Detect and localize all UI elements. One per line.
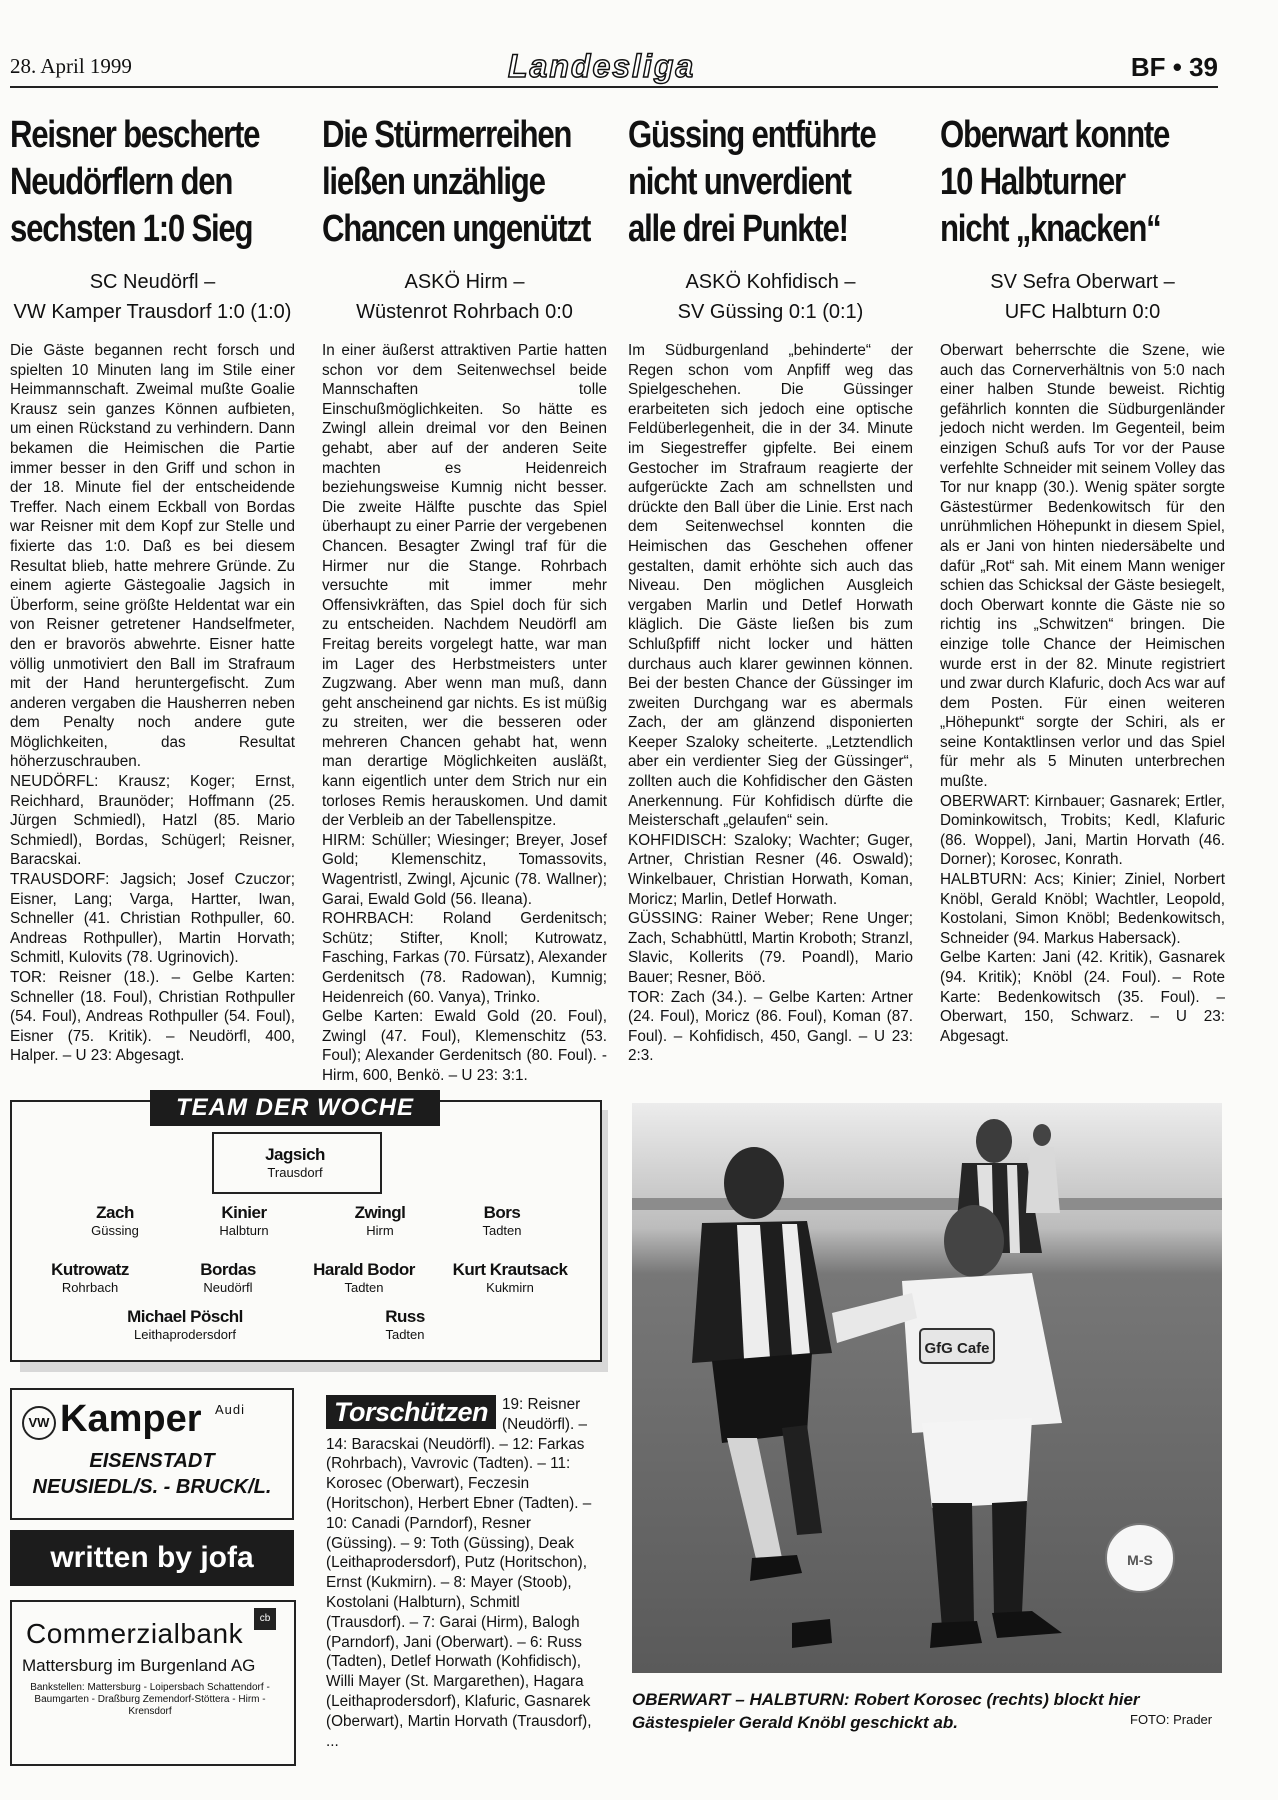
match-photo-image — [632, 1103, 1222, 1673]
article-headline: Die Stürmerreihen ließen unzählige Chancen ungenützt — [322, 114, 591, 250]
match-photo — [632, 1103, 1222, 1673]
article-body: Die Gäste begannen recht forsch und spielten 10 Minuten lang im Stile einer Heimmannschaft. Zweimal mußte Goalie Krausz sein ganzes Können aufbieten, um einen Rückstand zu verhindern. Dann bekamen die Heimischen die Partie immer besser in den Griff und schon in der 18. Minute fiel der entscheidende Treffer. Nach einem Eckball von Bordas war Reisner mit dem Kopf zur Stelle und fixierte das 1:0. Daß es bei diesem Resultat blieb, hatte mehrere Gründe. Zu einem agierte Gästegoalie Jagsich in Überform, seine größte Heldentat war ein von Reisner getretener Handselfmeter, den er bravorös abwehrte. Eisner hatte völlig unmotiviert den Ball im Strafraum mit der Hand heruntergefischt. Zum anderen vergaben die Hausherren neben dem Penalty noch andere gute Möglichkeiten, das Resultat höherzuschrauben. NEUDÖRFL: Krausz; Koger; Ernst, Reichhard, Braunöder; Hoffmann (25. Jürgen Schmiedl), Hatzl (85. Mario Schmiedl), Bordas, Schügerl; Reisner, Baracskai. TRAUSDORF: Jagsich; Josef Czuczor; Eisner, Lang; Varga, Hartter, Iwan, Schneller (41. Christian Rothpuller, 60. Andreas Rothpuller), Martin Horvath; Schmitl, Kulovits (78. Ugrinovich). TOR: Reisner (18.). – Gelbe Karten: Schneller (18. Foul), Christian Rothpuller (54. Foul), Andreas Rothpuller (54. Foul), Eisner (75. Kritik). – Neudörfl, 400, Halper. – U 23: Abgesagt. — [10, 342, 295, 1065]
article-4 — [940, 112, 1225, 1046]
team-player: Kutrowatz Rohrbach — [51, 1260, 129, 1295]
match-result: ASKÖ Kohfidisch – SV Güssing 0:1 (0:1) — [677, 271, 864, 323]
team-player: Kurt Krautsack Kukmirn — [452, 1260, 568, 1295]
match-result: SC Neudörfl – VW Kamper Trausdorf 1:0 (1:0) — [13, 271, 292, 323]
bank-logo: cb — [254, 1608, 276, 1630]
team-player: Bordas Neudörfl — [200, 1260, 256, 1295]
article-2 — [322, 112, 607, 1086]
team-player: Bors Tadten — [482, 1203, 522, 1238]
article-headline: Reisner bescherte Neudörflern den sechsten 1:0 Sieg — [10, 114, 260, 250]
match-result: ASKÖ Hirm – Wüstenrot Rohrbach 0:0 — [356, 271, 573, 323]
article-body: In einer äußerst attraktiven Partie hatten schon vor dem Seitenwechsel beide Mannschaften tolle Einschußmöglichkeiten. So hätte es Zwingl allein dreimal vor den Beinen gehabt, aber auf der anderen Seite machten es Heidenreich beziehungsweise Kumnig nicht besser. Die zweite Hälfte puschte das Spiel überhaupt zu einer Parrie der vergebenen Chancen. Besagter Zwingl traf für die Hirmer nur die Stange. Rohrbach versuchte mit immer mehr Offensivkräften, das Spiel doch für sich zu entscheiden. Nachdem Neudörfl am Freitag bereits vorgelegt hatte, war man im Lager des Herbstmeisters unter Zugzwang. Aber wenn man muß, dann geht anscheinend gar nichts. Es ist müßig zu streiten, wer die besseren oder mehreren Chancen gehabt hat, wenn man derartige Möglichkeiten ausläßt, kann eigentlich unter dem Strich nur ein torloses Remis herauskomen. Und damit der Verbleib an der Tabellenspitze. HIRM: Schüller; Wiesinger; Breyer, Josef Gold; Klemenschitz, Tomassovits, Wagentristl, Zwingl, Ajcunic (78. Wallner); Garai, Ewald Gold (56. Ileana). ROHRBACH: Roland Gerdenitsch; Schütz; Stifter, Knoll; Kutrowatz, Fasching, Farkas (70. Fürsatz), Alexander Gerdenitsch (78. Radowan), Kumnig; Heidenreich (60. Vanya), Trinko. Gelbe Karten: Ewald Gold (20. Foul), Zwingl (47. Foul), Klemenschitz (53. Foul); Alexander Gerdenitsch (80. Foul). - Hirm, 600, Benkö. – U 23: 3:1. — [322, 342, 607, 1084]
vw-logo: VW — [22, 1406, 56, 1440]
issue-date: 28. April 1999 — [10, 54, 132, 78]
team-player: Jagsich Trausdorf — [265, 1145, 325, 1180]
bank-branches: Bankstellen: Mattersburg - Loipersbach Schattendorf - Baumgarten - Draßburg Zemendorf-Stöttera - Hirm - Krensdorf — [30, 1682, 270, 1717]
shirt-text: GfG Cafe — [924, 1340, 990, 1357]
article-body: Im Südburgenland „behinderte“ der Regen schon vom Anpfiff weg das Spielgeschehen. Die Güssinger erarbeiteten sich jedoch eine optische Feldüberlegenheit, die in der 34. Minute im Siegestreffer gipfelte. Bei einem Gestocher im Strafraum reagierte der aufgerückte Zach am schnellsten und drückte den Ball über die Linie. Erst nach dem Seitenwechsel konnten die Heimischen das Geschehen offener gestalten, damit erhöhte sich auch das Niveau. Den möglichen Ausgleich vergaben Marlin und Detlef Horwath kläglich. Die Gäste ließen bis zum Schlußpfiff nicht locker und hätten durchaus auch klarer gewinnen können. Bei der besten Chance der Güssinger im zweiten Durchgang war es abermals Zach, der am glänzend disponierten Keeper Szaloky scheiterte. „Letztendlich aber ein verdienter Sieg der Güssinger“, zollten auch die Kohfidischer den Gästen Anerkennung. Für Kohfidisch dürfte die Meisterschaft „gelaufen“ sein. KOHFIDISCH: Szaloky; Wachter; Guger, Artner, Christian Resner (46. Oswald); Winkelbauer, Christian Horwath, Koman, Moricz; Marlin, Detlef Horwath. GÜSSING: Rainer Weber; Rene Unger; Zach, Schabhüttl, Martin Kroboth; Stranzl, Slavic, Kollerits (79. Poandl), Mario Bauer; Resner, Böö. TOR: Zach (34.). – Gelbe Karten: Artner (24. Foul), Moricz (86. Foul), Koman (87. Foul). – Kohfidisch, 450, Gangl. – U 23: 2:3. — [628, 342, 913, 1065]
team-player: Michael Pöschl Leithaprodersdorf — [127, 1307, 243, 1342]
team-player: Kinier Halbturn — [219, 1203, 269, 1238]
kamper-name: Kamper — [60, 1398, 202, 1440]
section-title: Landesliga — [508, 48, 696, 84]
kamper-location-2: NEUSIEDL/S. - BRUCK/L. — [32, 1476, 272, 1498]
article-1 — [10, 112, 295, 1066]
scorers-list: 19: Reisner (Neudörfl). – 14: Baracskai (Neudörfl). – 12: Farkas (Rohrbach), Vavrovic (Tadten). – 11: Korosec (Oberwart), Feczesin (Horitschon), Herbert Ebner (Tadten). – 10: Canadi (Parndorf), Resner (Güssing). – 9: Toth (Güssing), Deak (Leithaprodersdorf), Putz (Horitschon), Ernst (Kukmirn). – 8: Mayer (Stoob), Kostolani (Halbturn), Schmitl (Trausdorf). – 7: Garai (Hirm), Balogh (Parndorf), Jani (Oberwart). – 6: Russ (Tadten), Detlef Horwath (Kohfidisch), Willi Mayer (St. Margarethen), Hagara (Leithaprodersdorf), Klafuric, Gasnarek (Oberwart), Martin Horvath (Trausdorf), ... — [326, 1396, 592, 1750]
photo-caption: OBERWART – HALBTURN: Robert Korosec (rechts) blockt hier Gästespieler Gerald Knöbl geschickt ab. — [632, 1690, 1140, 1732]
audi-logo: Audi — [215, 1402, 246, 1417]
article-headline: Oberwart konnte 10 Halbturner nicht „knacken“ — [940, 114, 1170, 250]
scorers-box — [326, 1395, 596, 1751]
team-player: Russ Tadten — [385, 1307, 425, 1342]
author-banner: written by jofa — [10, 1530, 294, 1586]
page-number: BF • 39 — [1130, 52, 1218, 82]
photo-credit: FOTO: Prader — [1130, 1712, 1213, 1727]
team-player: Harald Bodor Tadten — [313, 1260, 415, 1295]
kamper-location-1: EISENSTADT — [89, 1450, 215, 1472]
team-player: Zach Güssing — [91, 1203, 139, 1238]
article-3 — [628, 112, 913, 1066]
team-player: Zwingl Hirm — [354, 1203, 406, 1238]
header-rule — [10, 86, 1218, 88]
match-result: SV Sefra Oberwart – UFC Halbturn 0:0 — [990, 271, 1175, 323]
article-body: Oberwart beherrschte die Szene, wie auch das Cornerverhältnis von 5:0 nach einer halben Stunde beweist. Richtig gefährlich konnten die Südburgenländer jedoch nicht werden. Im Gegenteil, beim einzigen Schuß aufs Tor vor der Pause verfehlte Schneider mit seinem Volley das Tor nur knapp (30.). Wenig später sorgte Gästestürmer Bedenkowitsch für den unrühmlichen Höhepunkt in diesem Spiel, als er Jani von hinten niedersäbelte und dafür „Rot“ sah. Mit einem Mann weniger schien das Schicksal der Gäste besiegelt, doch Oberwart konnte die Gäste nie so richtig ins „Schwitzen“ bringen. Die einzige tolle Chance der Heimischen wurde erst in der 82. Minute registriert und zwar durch Klafuric, doch Acs war auf dem Posten. Für einen weiteren „Höhepunkt“ sorgte der Schiri, als er seine Kontaktlinsen verlor und das Spiel für mehr als 5 Minuten unterbrechen mußte. OBERWART: Kirnbauer; Gasnarek; Ertler, Dominkowitsch, Trobits; Kedl, Klafuric (86. Woppel), Jani, Martin Horvath (46. Dorner); Korosec, Konrath. HALBTURN: Acs; Kinier; Ziniel, Norbert Knöbl, Gerald Knöbl; Wachtler, Leopold, Kostolani, Simon Knöbl; Bedenkowitsch, Schneider (94. Markus Habersack). Gelbe Karten: Jani (42. Kritik), Gasnarek (94. Kritik); Knöbl (24. Foul). – Rote Karte: Bedenkowitsch (35. Foul). – Oberwart, 150, Schwarz. – U 23: Abgesagt. — [940, 342, 1225, 1045]
article-headline: Güssing entführte nicht unverdient alle drei Punkte! — [628, 114, 876, 250]
ball-text: M-S — [1127, 1552, 1153, 1568]
bank-name: Commerzialbank — [26, 1618, 244, 1649]
team-of-week-title: TEAM DER WOCHE — [150, 1090, 440, 1126]
bank-subtitle: Mattersburg im Burgenland AG — [22, 1656, 256, 1675]
scorers-title: Torschützen — [326, 1395, 496, 1429]
